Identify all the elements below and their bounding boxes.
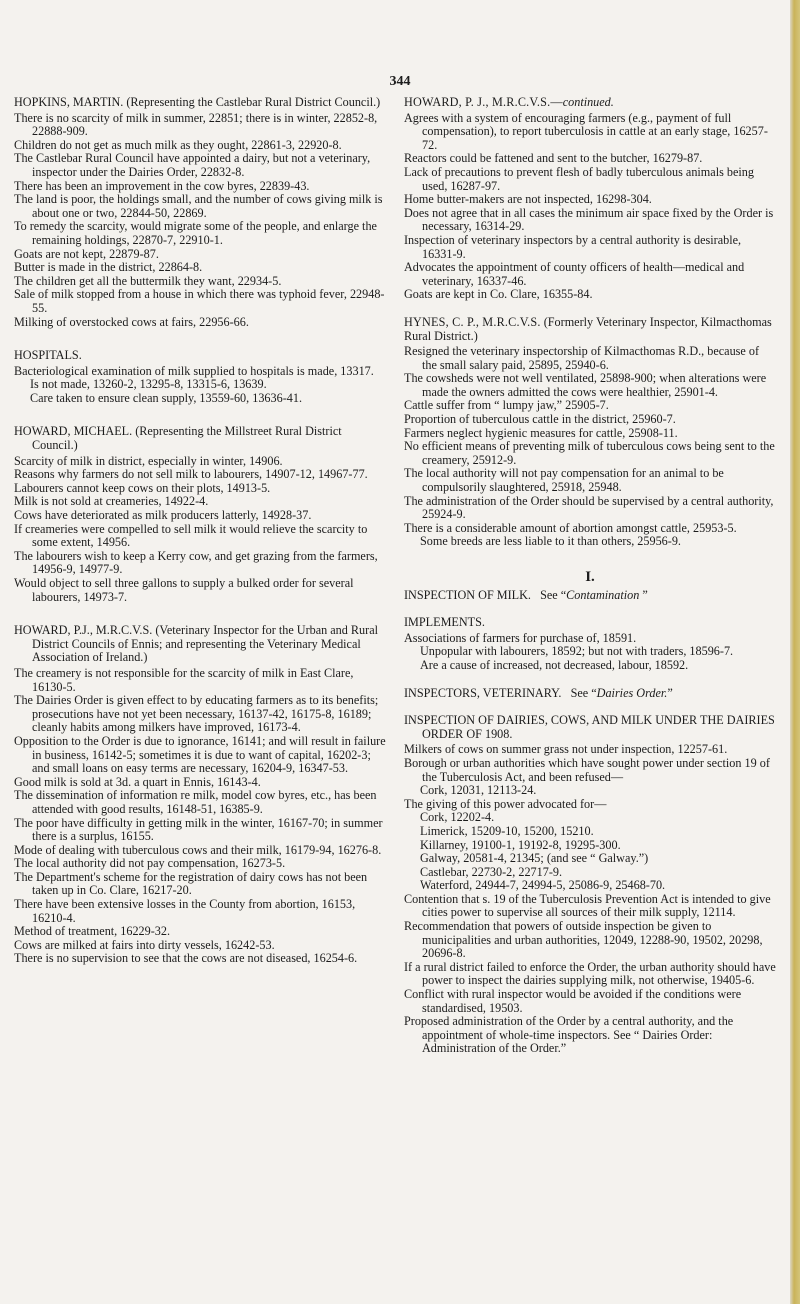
right-column — [404, 96, 776, 1056]
entry-name: INSPECTORS, VETERINARY. — [404, 685, 562, 700]
list-item: Inspection of veterinary inspectors by a central authority is desirable, 16331-9. — [404, 232, 742, 261]
list-item: If a rural district failed to enforce the Order, the urban authority should have power to inspect the dairies supplying milk, not otherwise, 19405-6. — [404, 959, 776, 988]
index-heading — [14, 96, 386, 110]
page-edge-binding — [790, 0, 800, 1304]
heading-inspectors-veterinary — [404, 687, 776, 701]
entry-name: HOWARD, P. J., M.R.C.V.S.— — [404, 95, 563, 109]
list-item: Farmers neglect hygienic measures for cattle, 25908-11. — [404, 425, 678, 440]
see-label: See “ — [540, 587, 567, 602]
sub-entry: Limerick, 15209-10, 15200, 15210. — [420, 823, 594, 838]
list-item: Proposed administration of the Order by a central authority, and the appointment of whole-time inspectors. See “ Dairies Order: Administration of the Order.” — [404, 1014, 734, 1056]
list-item: The giving of this power advocated for— — [404, 796, 607, 811]
list-item: Labourers cannot keep cows on their plots, 14913-5. — [14, 480, 271, 495]
list-item: Would object to sell three gallons to supply a bulked order for several labourers, 14973-7. — [14, 576, 354, 604]
list-item: There have been extensive losses in the County from abortion, 16153, 16210-4. — [14, 897, 356, 925]
dairies-places-advocated — [404, 811, 776, 893]
list-item: Children do not get as much milk as they ought, 22861-3, 22920-8. — [14, 137, 342, 152]
list-item: Advocates the appointment of county officers of health—medical and veterinary, 16337-46. — [404, 260, 745, 288]
list-item: Goats are kept in Co. Clare, 16355-84. — [404, 287, 593, 302]
list-item: Lack of precautions to prevent flesh of badly tuberculous animals being used, 16287-97. — [404, 164, 754, 193]
list-item: Milk is not sold at creameries, 14922-4. — [14, 494, 209, 509]
list-item: Milking of overstocked cows at fairs, 22956-66. — [14, 314, 249, 329]
list-item: Associations of farmers for purchase of, 18591. — [404, 630, 637, 645]
entry-description: (Formerly Veterinary Inspector, Kilmacthomas Rural District.) — [404, 314, 772, 343]
heading-implements — [404, 616, 776, 630]
list-item: Agrees with a system of encouraging farmers (e.g., payment of full compensation), to report tuberculosis in cattle at an early stage, 16257-72. — [404, 110, 768, 152]
entry-name: HOWARD, MICHAEL. — [14, 424, 133, 439]
list-item: Milkers of cows on summer grass not under inspection, 12257-61. — [404, 742, 728, 757]
list-item: Does not agree that in all cases the minimum air space fixed by the Order is necessary, 16314-29. — [404, 205, 774, 234]
sub-entry: Some breeds are less liable to it than others, 25956-9. — [420, 534, 681, 549]
list-item: Contention that s. 19 of the Tuberculosis Prevention Act is intended to give cities power to supervise all sources of their milk supply, 12114. — [404, 891, 771, 920]
list-item: Reactors could be fattened and sent to the butcher, 16279-87. — [404, 151, 703, 166]
sub-entry: Waterford, 24944-7, 24994-5, 25086-9, 25468-70. — [420, 878, 666, 893]
list-item: The local authority will not pay compensation for an animal to be compulsorily slaughtered, 25918, 25948. — [404, 466, 724, 495]
list-item: Sale of milk stopped from a house in which there was typhoid fever, 22948-55. — [14, 287, 385, 315]
list-item: Scarcity of milk in district, especially in winter, 14906. — [14, 453, 283, 468]
quote-close: ” — [639, 587, 648, 602]
entry-name: INSPECTION OF DAIRIES, COWS, AND MILK UNDER THE DAIRIES ORDER OF 1908. — [404, 713, 775, 741]
dairies-places-refused — [404, 784, 776, 798]
list-item: The cowsheds were not well ventilated, 25898-900; when alterations were made the owners admitted the cows were healthier, 25901-4. — [404, 371, 767, 399]
list-item: Opposition to the Order is due to ignorance, 16141; and will result in failure in business, 16142-5; sometimes it is due to want of capital, 16202-3; and small loans on easy terms are necessary, 16204-9, 16347-53. — [14, 733, 386, 776]
list-item: The poor have difficulty in getting milk in the winter, 16167-70; in summer there is a surplus, 16155. — [14, 815, 383, 844]
list-item: Borough or urban authorities which have sought power under section 19 of the Tuberculosis Act, and been refused— — [404, 755, 770, 784]
list-item: There is a considerable amount of abortion amongst cattle, 25953-5. — [404, 520, 737, 535]
page-number: 344 — [389, 74, 411, 89]
sub-entry: Galway, 20581-4, 21345; (and see “ Galway.”) — [420, 851, 649, 866]
hynes-entries — [404, 345, 776, 535]
sub-entry: Unpopular with labourers, 18592; but not with traders, 18596-7. — [420, 644, 734, 659]
list-item: Proportion of tuberculous cattle in the district, 25960-7. — [404, 412, 676, 427]
list-item: Butter is made in the district, 22864-8. — [14, 260, 203, 275]
entry-name: IMPLEMENTS. — [404, 615, 485, 630]
list-item: To remedy the scarcity, would migrate some of the people, and enlarge the remaining holdings, 22870-7, 22910-1. — [14, 219, 377, 247]
list-item: Good milk is sold at 3d. a quart in Ennis, 16143-4. — [14, 774, 261, 789]
howard-continued-entries — [404, 112, 776, 302]
dairies-entries — [404, 743, 776, 784]
cross-reference: Contamination — [566, 587, 640, 602]
heading-howard-pj-continued — [404, 96, 776, 110]
sub-entry: Are a cause of increased, not decreased, labour, 18592. — [420, 657, 689, 672]
sub-entry: Cork, 12202-4. — [420, 810, 495, 825]
list-item: The Castlebar Rural Council have appointed a dairy, but not a veterinary, inspector under the Dairies Order, 22832-8. — [14, 151, 371, 179]
list-item: The land is poor, the holdings small, and the number of cows giving milk is about one or two, 22844-50, 22869. — [14, 192, 383, 220]
entry-description: (Representing the Millstreet Rural District Council.) — [32, 424, 342, 453]
list-item: Cows have deteriorated as milk producers latterly, 14928-37. — [14, 508, 312, 523]
implements-entries — [404, 632, 776, 646]
list-item: The administration of the Order should be supervised by a central authority, 25924-9. — [404, 493, 774, 522]
entry-name: HOPKINS, MARTIN. — [14, 95, 124, 109]
list-item: Bacteriological examination of milk supplied to hospitals is made, 13317. — [14, 363, 374, 378]
list-item: There has been an improvement in the cow byres, 22839-43. — [14, 178, 310, 193]
heading-inspection-of-dairies — [404, 714, 776, 741]
section-letter: I. — [585, 569, 595, 585]
sub-entry: Killarney, 19100-1, 19192-8, 19295-300. — [420, 837, 621, 852]
list-item: There is no scarcity of milk in summer, 22851; there is in winter, 22852-8, 22888-909. — [14, 110, 378, 139]
list-item: There is no supervision to see that the cows are not diseased, 16254-6. — [14, 951, 358, 966]
list-item: The creamery is not responsible for the scarcity of milk in East Clare, 16130-5. — [14, 665, 354, 694]
list-item: No efficient means of preventing milk of tuberculous cows being sent to the creamery, 25912-9. — [404, 439, 775, 467]
list-item: The Department's scheme for the registration of dairy cows has not been taken up in Co. Clare, 16217-20. — [14, 869, 368, 898]
list-item: Cows are milked at fairs into dirty vessels, 16242-53. — [14, 937, 275, 952]
list-item: The labourers wish to keep a Kerry cow, and get grazing from the farmers, 14956-9, 14977-9. — [14, 548, 378, 577]
list-item: Goats are not kept, 22879-87. — [14, 246, 159, 261]
list-item: Conflict with rural inspector would be avoided if the conditions were standardised, 19503. — [404, 987, 742, 1015]
list-item: Home butter-makers are not inspected, 16298-304. — [404, 192, 652, 207]
entry-name: HOWARD, P.J., M.R.C.V.S. — [14, 623, 153, 638]
entry-description: (Veterinary Inspector for the Urban and Rural District Councils of Ennis; and representing the Veterinary Medical Association of Ireland.) — [32, 623, 378, 665]
entry-name: INSPECTION OF MILK. — [404, 587, 531, 602]
list-item: The local authority did not pay compensation, 16273-5. — [14, 856, 286, 871]
heading-hynes — [404, 316, 776, 343]
left-column — [14, 96, 386, 966]
list-item: If creameries were compelled to sell milk it would relieve the scarcity to some extent, 14956. — [14, 521, 368, 550]
list-item: The dissemination of information re milk, model cow byres, etc., has been attended with good results, 16148-51, 16385-9. — [14, 788, 377, 816]
quote-close: ” — [667, 685, 673, 700]
sub-entry: Cork, 12031, 12113-24. — [420, 783, 537, 798]
continued-label: continued. — [562, 95, 614, 109]
cross-reference: Dairies Order. — [596, 685, 668, 700]
heading-inspection-of-milk — [404, 589, 776, 603]
index-heading — [14, 624, 386, 665]
sub-entry: Care taken to ensure clean supply, 13559-60, 13636-41. — [30, 390, 303, 405]
implements-sub-entries — [404, 645, 776, 672]
sub-entry: Castlebar, 22730-2, 22717-9. — [420, 864, 563, 879]
list-item: Resigned the veterinary inspectorship of Kilmacthomas R.D., because of the small salary paid, 25895, 25940-6. — [404, 344, 760, 372]
list-item: The children get all the buttermilk they want, 22934-5. — [14, 273, 282, 288]
list-item: Method of treatment, 16229-32. — [14, 924, 171, 939]
list-item: The Dairies Order is given effect to by educating farmers as to its benefits; prosecutions have not yet been necessary, 16137-42, 16175-8, 16189; cleanly habits among milkers have improved, 16173-4. — [14, 693, 379, 735]
sub-entry: Is not made, 13260-2, 13295-8, 13315-6, 13639. — [30, 377, 267, 392]
list-item: Recommendation that powers of outside inspection be given to municipalities and urban authorities, 12049, 12288-90, 19502, 20298, 20696-8. — [404, 919, 763, 961]
entry-name: HYNES, C. P., M.R.C.V.S. — [404, 314, 541, 329]
index-heading — [14, 349, 386, 363]
entry-name: HOSPITALS. — [14, 348, 82, 363]
list-item: Reasons why farmers do not sell milk to labourers, 14907-12, 14967-77. — [14, 467, 368, 482]
list-item: Cattle suffer from “ lumpy jaw,” 25905-7. — [404, 398, 609, 413]
entry-description: (Representing the Castlebar Rural District Council.) — [126, 95, 381, 109]
see-label: See “ — [570, 685, 597, 700]
list-item: Mode of dealing with tuberculous cows and their milk, 16179-94, 16276-8. — [14, 842, 382, 857]
dairies-entries-more — [404, 893, 776, 1056]
index-heading — [14, 425, 386, 452]
